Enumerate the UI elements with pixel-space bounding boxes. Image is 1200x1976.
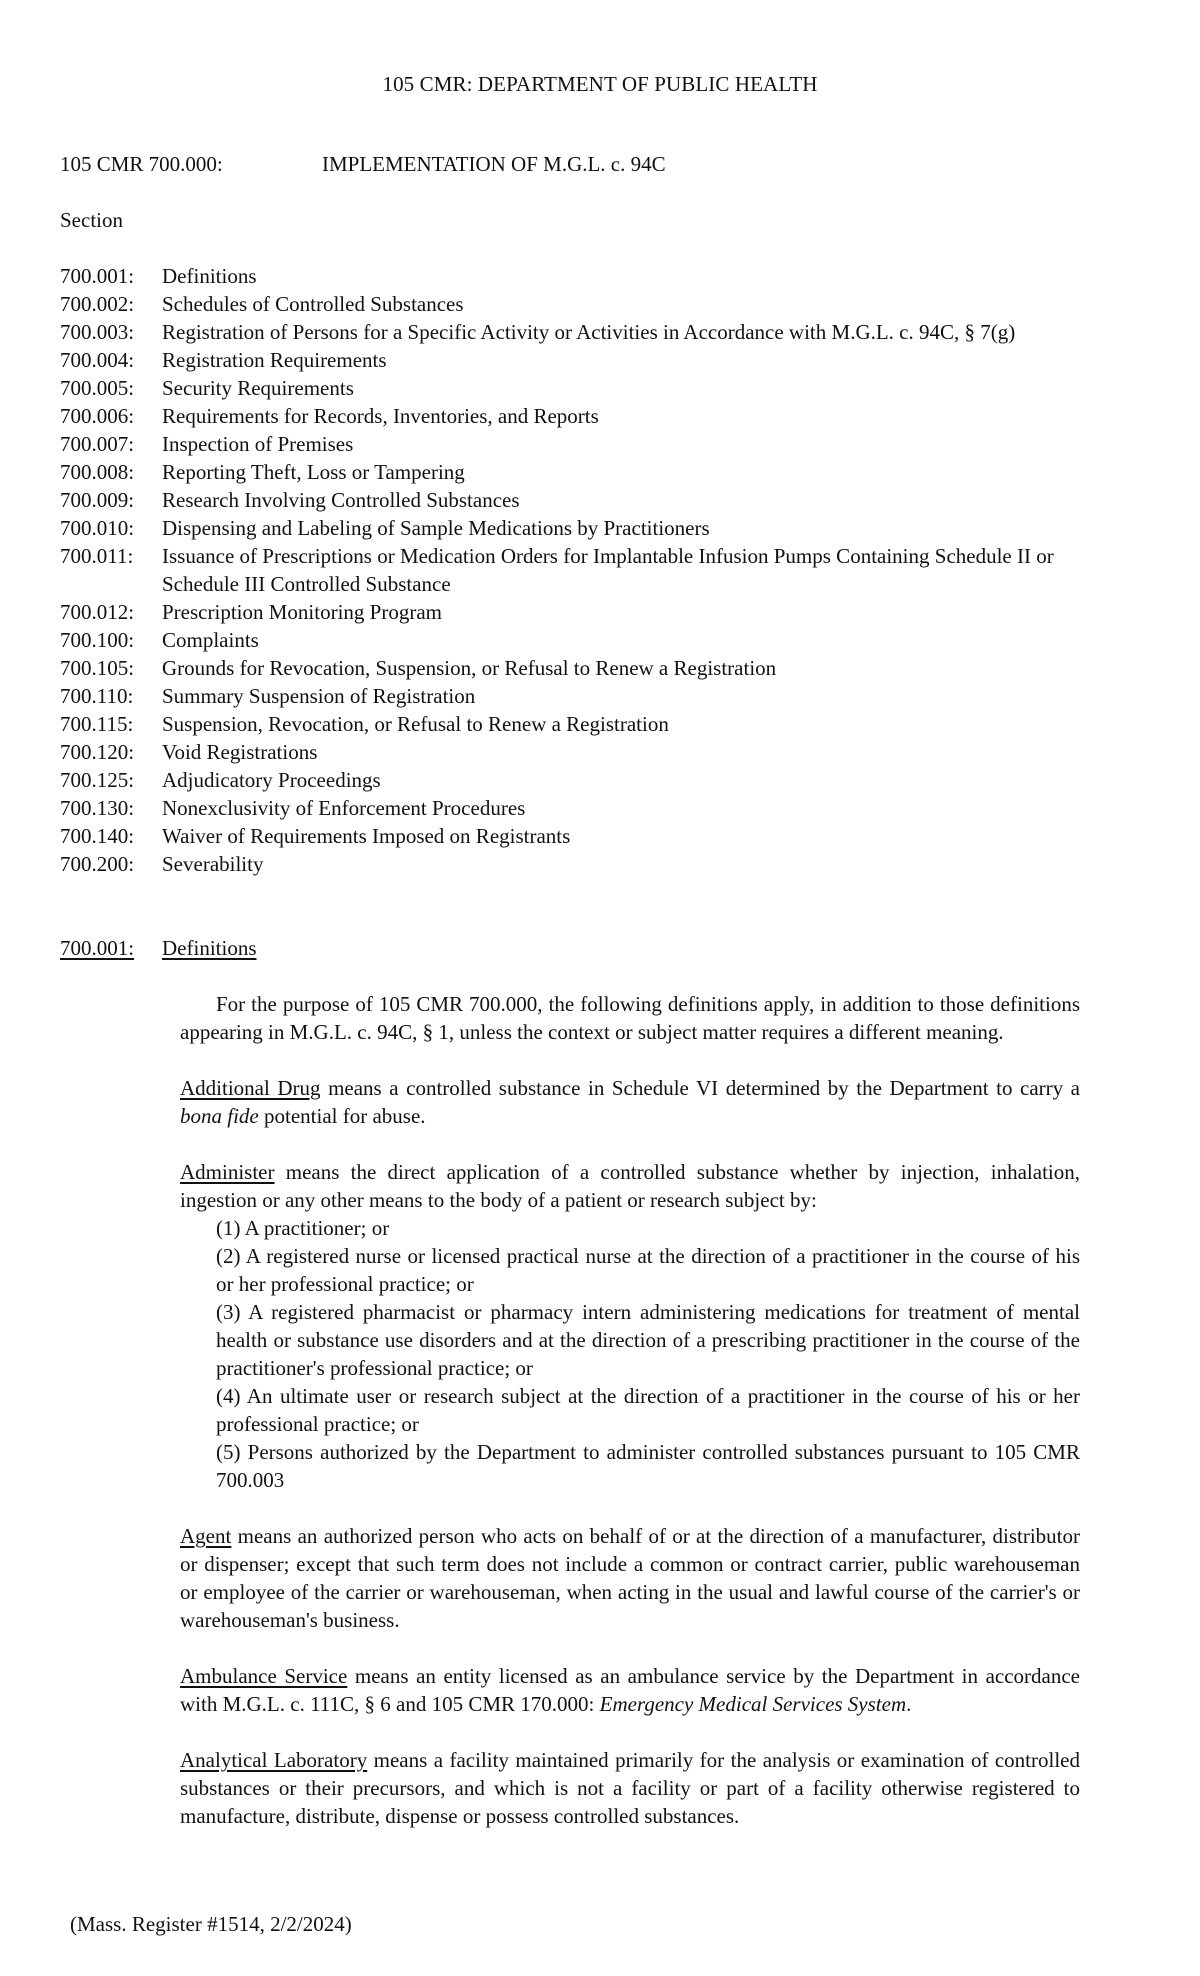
toc-item (60, 850, 1100, 878)
toc-title: Reporting Theft, Loss or Tampering (162, 460, 465, 484)
definition-text: means a controlled substance in Schedule VI determined by the Department to carry a (320, 1076, 1080, 1100)
toc-item (60, 598, 1100, 626)
definition-text: means the direct application of a controlled substance whether by injection, inhalation, ingestion or any other means to the body of a patient or research subject by: (180, 1160, 1080, 1212)
page-header: 105 CMR: DEPARTMENT OF PUBLIC HEALTH (382, 72, 818, 96)
toc-number: 700.007: (60, 432, 135, 456)
toc-item (60, 738, 1100, 766)
definitions-heading (60, 934, 257, 962)
toc-title: Prescription Monitoring Program (162, 600, 442, 624)
toc-item (60, 766, 1100, 794)
toc-number: 700.006: (60, 404, 135, 428)
toc-number: 700.002: (60, 292, 135, 316)
toc-item (60, 262, 1100, 290)
toc-number: 700.100: (60, 628, 135, 652)
definition-term: Additional Drug (180, 1076, 321, 1100)
toc-number: 700.140: (60, 824, 135, 848)
definition-term: Analytical Laboratory (180, 1748, 368, 1772)
toc-item (60, 710, 1100, 738)
toc-title: Summary Suspension of Registration (162, 684, 476, 708)
toc-number: 700.010: (60, 516, 135, 540)
toc-item (60, 458, 1100, 486)
administer-list (180, 1214, 1080, 1494)
toc-number: 700.110: (60, 684, 134, 708)
chapter-title: IMPLEMENTATION OF M.G.L. c. 94C (322, 152, 666, 176)
definition-ambulance-service (180, 1662, 1080, 1718)
toc-number: 700.004: (60, 348, 135, 372)
list-item: (5) Persons authorized by the Department to administer controlled substances pursuant to 105 CMR 700.003 (216, 1440, 1080, 1492)
toc-title: Waiver of Requirements Imposed on Registrants (162, 824, 571, 848)
toc-title: Issuance of Prescriptions or Medication Orders for Implantable Infusion Pumps Containing Schedule II or Schedule III Controlled Substance (162, 544, 1054, 596)
toc-number: 700.125: (60, 768, 135, 792)
toc-item (60, 682, 1100, 710)
definition-administer (180, 1158, 1080, 1494)
intro-paragraph: For the purpose of 105 CMR 700.000, the following definitions apply, in addition to those definitions appearing in M.G.L. c. 94C, § 1, unless the context or subject matter requires a different meaning. (180, 992, 1080, 1044)
definition-agent (180, 1522, 1080, 1634)
toc-number: 700.001: (60, 264, 135, 288)
toc-number: 700.005: (60, 376, 135, 400)
toc-title: Adjudicatory Proceedings (162, 768, 381, 792)
toc-number: 700.130: (60, 796, 135, 820)
list-item: (3) A registered pharmacist or pharmacy intern administering medications for treatment of mental health or substance use disorders and at the direction of a prescribing practitioner in the course of the practitioner's professional practice; or (216, 1300, 1080, 1380)
toc-number: 700.012: (60, 600, 135, 624)
toc-title: Research Involving Controlled Substances (162, 488, 520, 512)
toc-item (60, 318, 1100, 346)
section-label: Section (60, 208, 123, 232)
toc-title: Void Registrations (162, 740, 318, 764)
toc-item (60, 514, 1100, 542)
definition-additional-drug (180, 1074, 1080, 1130)
chapter-heading (60, 150, 1060, 178)
definition-italic: Emergency Medical Services System (599, 1692, 907, 1716)
definition-text-end: potential for abuse. (258, 1104, 426, 1128)
toc-item (60, 402, 1100, 430)
definition-text: means a facility maintained primarily for the analysis or examination of controlled substances or their precursors, and which is not a facility or part of a facility otherwise registered to manufacture, distribute, dispense or possess controlled substances. (180, 1748, 1081, 1828)
toc-title: Registration of Persons for a Specific Activity or Activities in Accordance with M.G.L. c. 94C, § 7(g) (162, 320, 1016, 344)
toc-title: Dispensing and Labeling of Sample Medications by Practitioners (162, 516, 710, 540)
toc-title: Definitions (162, 264, 257, 288)
toc-item (60, 430, 1100, 458)
definitions-heading-number: 700.001: (60, 936, 135, 960)
toc-title: Grounds for Revocation, Suspension, or Refusal to Renew a Registration (162, 656, 777, 680)
toc-title: Nonexclusivity of Enforcement Procedures (162, 796, 526, 820)
definition-term: Administer (180, 1160, 275, 1184)
chapter-number: 105 CMR 700.000: (60, 152, 223, 176)
page-footer: (Mass. Register #1514, 2/2/2024) (70, 1912, 352, 1936)
definition-analytical-laboratory (180, 1746, 1080, 1830)
toc-number: 700.105: (60, 656, 135, 680)
toc-item (60, 654, 1100, 682)
toc-number: 700.120: (60, 740, 135, 764)
toc-title: Inspection of Premises (162, 432, 354, 456)
list-item: (2) A registered nurse or licensed practical nurse at the direction of a practitioner in the course of his or her professional practice; or (216, 1244, 1080, 1296)
toc-item (60, 542, 1100, 598)
toc-item (60, 346, 1100, 374)
toc-number: 700.009: (60, 488, 135, 512)
definitions-heading-title: Definitions (162, 936, 257, 960)
list-item: (1) A practitioner; or (216, 1216, 390, 1240)
toc-item (60, 794, 1100, 822)
toc-title: Schedules of Controlled Substances (162, 292, 464, 316)
list-item: (4) An ultimate user or research subject at the direction of a practitioner in the course of his or her professional practice; or (216, 1384, 1080, 1436)
table-of-contents (60, 262, 1100, 878)
toc-number: 700.011: (60, 544, 134, 568)
toc-item (60, 374, 1100, 402)
toc-title: Registration Requirements (162, 348, 387, 372)
toc-item (60, 822, 1100, 850)
toc-number: 700.200: (60, 852, 135, 876)
toc-item (60, 290, 1100, 318)
toc-title: Security Requirements (162, 376, 354, 400)
toc-number: 700.003: (60, 320, 135, 344)
toc-title: Complaints (162, 628, 259, 652)
toc-item (60, 486, 1100, 514)
definitions-body (180, 990, 1080, 1858)
toc-title: Severability (162, 852, 264, 876)
definition-text: means an authorized person who acts on behalf of or at the direction of a manufacturer, distributor or dispenser; except that such term does not include a common or contract carrier, public warehouseman or employee of the carrier or warehouseman, when acting in the usual and lawful course of the carrier's or warehouseman's business. (180, 1524, 1080, 1632)
toc-title: Suspension, Revocation, or Refusal to Renew a Registration (162, 712, 669, 736)
toc-number: 700.008: (60, 460, 135, 484)
toc-title: Requirements for Records, Inventories, and Reports (162, 404, 599, 428)
definition-term: Agent (180, 1524, 232, 1548)
definition-text: means an entity licensed as an ambulance service by the Department in accordance with M.G.L. c. 111C, § 6 and 105 CMR 170.000: (180, 1664, 1080, 1716)
toc-number: 700.115: (60, 712, 134, 736)
definition-term: Ambulance Service (180, 1664, 348, 1688)
toc-item (60, 626, 1100, 654)
definition-italic: bona fide (180, 1104, 259, 1128)
definition-text-end: . (906, 1692, 912, 1716)
